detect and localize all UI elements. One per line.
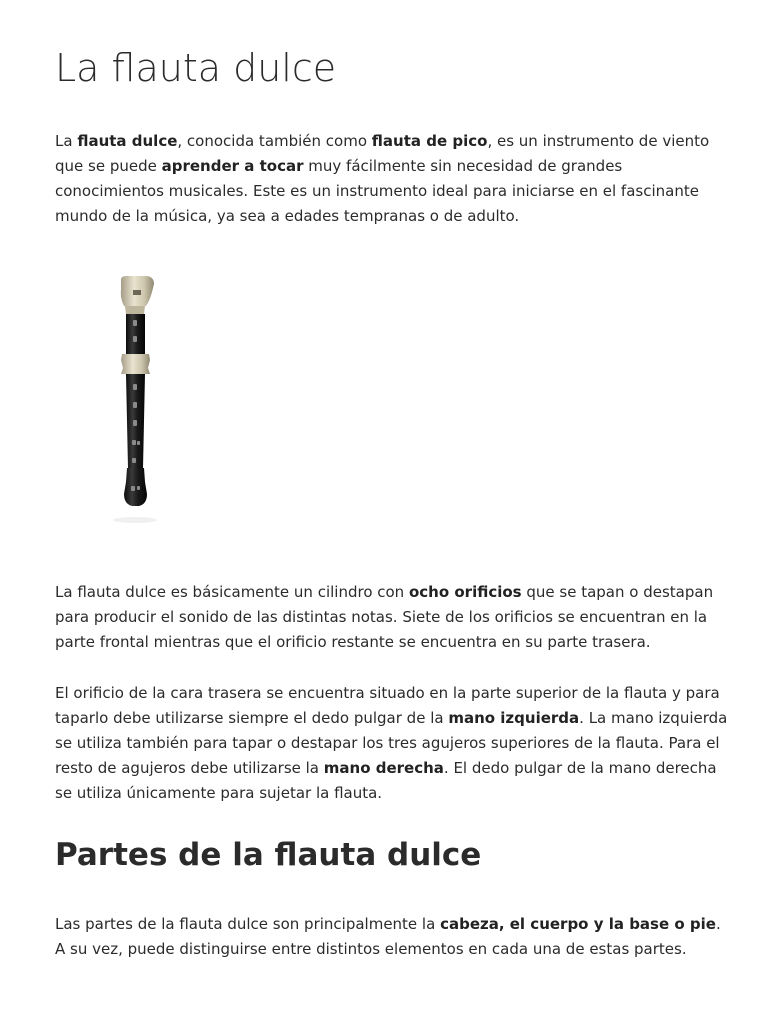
bold-text: ocho orificios xyxy=(408,583,522,601)
bold-text: aprender a tocar xyxy=(161,157,304,175)
intro-paragraph xyxy=(55,129,735,229)
section-heading: Partes de la flauta dulce xyxy=(55,837,482,873)
text: La flauta dulce es básicamente un cilindro con xyxy=(55,583,409,601)
text: , conocida también como xyxy=(177,132,372,150)
text: La xyxy=(55,132,78,150)
text: Las partes de la flauta dulce son principalmente la xyxy=(55,915,441,933)
text: muy fácilmente sin necesidad de grandes conocimientos musicales. Este es un instrumento ideal para iniciarse en el fascinante mundo de la música, ya sea a edades tempranas o de adulto. xyxy=(55,157,699,225)
recorder-flute-image xyxy=(55,268,205,544)
text: El orificio de la cara trasera se encuentra situado en la parte superior de la flauta y para taparlo debe utilizarse siempre el dedo pulgar de la xyxy=(55,684,720,727)
text: que se tapan o destapan para producir el sonido de las distintas notas. Siete de los orificios se encuentran en la parte frontal mientras que el orificio restante se encuentra en su parte trasera. xyxy=(55,583,714,651)
text: , es un instrumento de viento que se puede xyxy=(55,132,710,175)
holes-paragraph xyxy=(55,580,735,655)
bold-text: flauta dulce xyxy=(77,132,178,150)
bold-text: mano derecha xyxy=(323,759,444,777)
bold-text: flauta de pico xyxy=(371,132,488,150)
parts-paragraph xyxy=(55,912,735,962)
bold-text: cabeza, el cuerpo y la base o pie xyxy=(440,915,716,933)
text: . La mano izquierda se utiliza también para tapar o destapar los tres agujeros superiores de la flauta. Para el resto de agujeros debe utilizarse la xyxy=(55,709,728,777)
hands-paragraph xyxy=(55,681,735,806)
bold-text: mano izquierda xyxy=(448,709,580,727)
page-title: La flauta dulce xyxy=(55,46,337,90)
text: . El dedo pulgar de la mano derecha se utiliza únicamente para sujetar la flauta. xyxy=(55,759,717,802)
text: . A su vez, puede distinguirse entre distintos elementos en cada una de estas partes. xyxy=(55,915,721,958)
